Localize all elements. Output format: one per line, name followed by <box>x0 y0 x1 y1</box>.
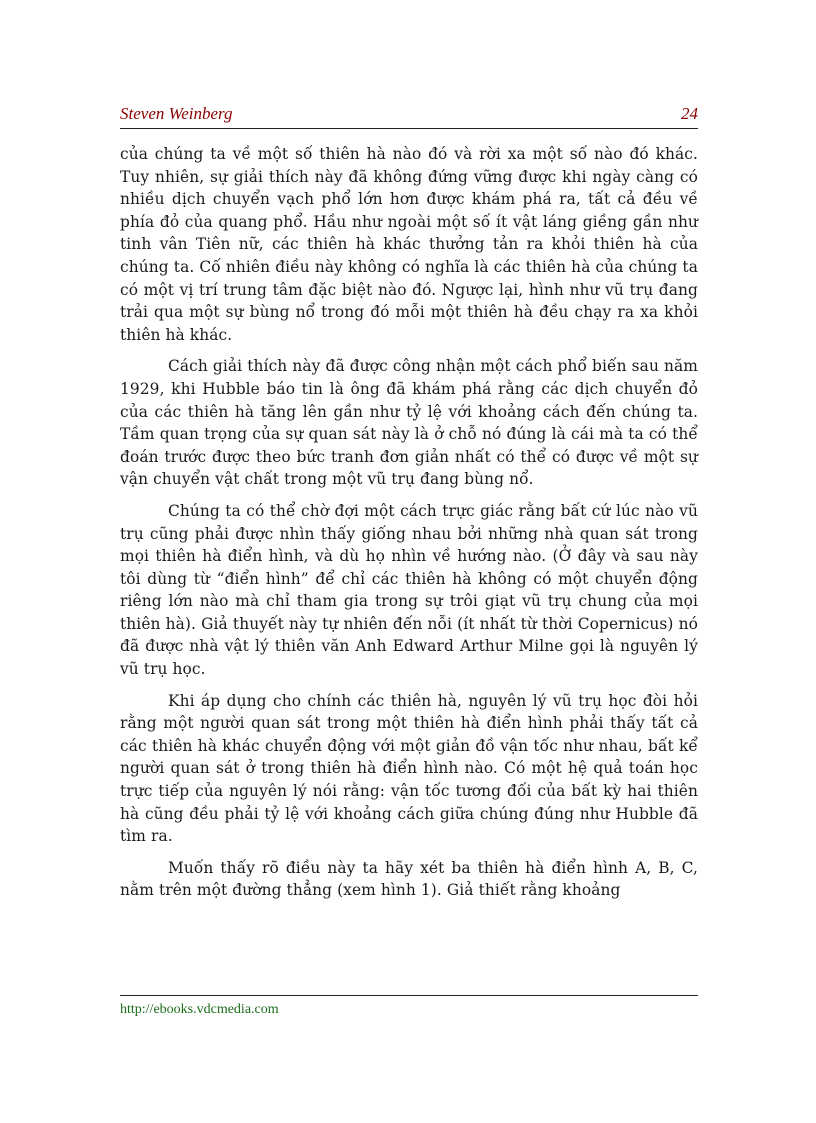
paragraph: Khi áp dụng cho chính các thiên hà, nguyên lý vũ trụ học đòi hỏi rằng một người quan sát trong một thiên hà điển hình phải thấy tất cả các thiên hà khác chuyển động với một giản đồ vận tốc như nhau, bất kể người quan sát ở trong thiên hà điển hình nào. Có một hệ quả toán học trực tiếp của nguyên lý nói rằng: vận tốc tương đối của bất kỳ hai thiên hà cũng đều phải tỷ lệ với khoảng cách giữa chúng đúng như Hubble đã tìm ra. <box>120 691 698 846</box>
page-number: 24 <box>681 104 698 123</box>
footer-divider <box>120 995 698 996</box>
paragraph: Cách giải thích này đã được công nhận một cách phổ biến sau năm 1929, khi Hubble báo tin là ông đã khám phá rằng các dịch chuyển đỏ của các thiên hà tăng lên gần như tỷ lệ với khoảng cách đến chúng ta. Tầm quan trọng của sự quan sát này là ở chỗ nó đúng là cái mà ta có thể đoán trước được theo bức tranh đơn giản nhất có thể có được về một sự vận chuyển vật chất trong một vũ trụ đang bùng nổ. <box>120 357 698 489</box>
page-header <box>120 104 698 129</box>
paragraph-continued: của chúng ta về một số thiên hà nào đó và rời xa một số nào đó khác. Tuy nhiên, sự giải thích này đã không đứng vững được khi ngày càng có nhiều dịch chuyển vạch phổ lớn hơn được khám phá ra, tất cả đều về phía đỏ của quang phổ. Hầu như ngoài một số ít vật láng giềng gần như tinh vân Tiên nữ, các thiên hà khác thưởng tản ra khỏi thiên hà của chúng ta. Cố nhiên điều này không có nghĩa là các thiên hà của chúng ta có một vị trí trung tâm đặc biệt nào đó. Ngược lại, hình như vũ trụ đang trải qua một sự bùng nổ trong đó mỗi một thiên hà đều chạy ra xa khỏi thiên hà khác. <box>120 145 698 344</box>
paragraph: Chúng ta có thể chờ đợi một cách trực giác rằng bất cứ lúc nào vũ trụ cũng phải được nhìn thấy giống nhau bởi những nhà quan sát trong mọi thiên hà điển hình, và dù họ nhìn về hướng nào. (Ở đây và sau này tôi dùng từ “điển hình” để chỉ các thiên hà không có một chuyển động riêng lớn nào mà chỉ tham gia trong sự trôi giạt vũ trụ chung của mọi thiên hà). Giả thuyết này tự nhiên đến nỗi (ít nhất từ thời Copernicus) nó đã được nhà vật lý thiên văn Anh Edward Arthur Milne gọi là nguyên lý vũ trụ học. <box>120 501 698 679</box>
header-author: Steven Weinberg <box>120 104 233 123</box>
footer-url-link[interactable]: http://ebooks.vdcmedia.com <box>120 1002 279 1017</box>
paragraph: Muốn thấy rõ điều này ta hãy xét ba thiên hà điển hình A, B, C, nằm trên một đường thẳng (xem hình 1). Giả thiết rằng khoảng <box>120 858 698 900</box>
body-text <box>120 143 698 911</box>
